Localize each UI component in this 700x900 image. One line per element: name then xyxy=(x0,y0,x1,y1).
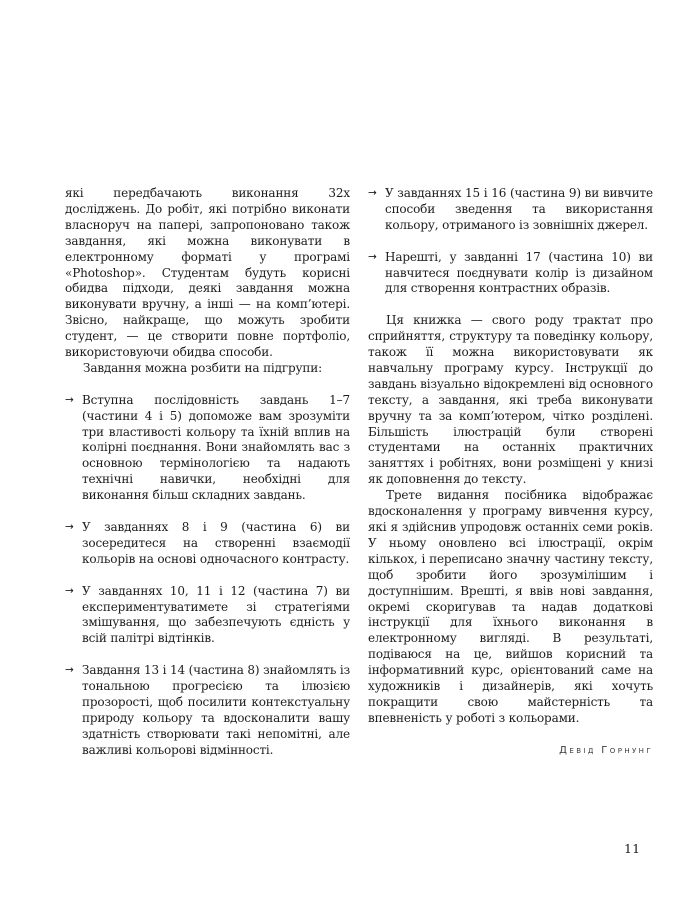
list-item xyxy=(368,250,653,298)
list-item xyxy=(65,584,350,648)
arrow-icon: → xyxy=(65,521,74,533)
author-signature: Девід Горнунг xyxy=(559,744,653,756)
arrow-icon: → xyxy=(368,187,377,199)
body-paragraph: Трете видання посібника відображає вдосконалення у програму вивчення курсу, які я здійснив упродовж останніх семи років. У ньому оновлено всі ілюстрації, окрім кількох, і переписано значну частину тексту, щоб зробити його зрозумілішим і доступнішим. Врешті, я ввів нові завдання, окремі скоригував та надав додаткові інструкції для їхнього виконання в електронному вигляді. В результаті, подіваюся на це, вийшов корисний та інформативний курс, орієнтований саме на художників і дизайнерів, які хочуть покращити свою майстерність та впевненість у роботі з кольорами. xyxy=(368,488,653,725)
list-item-text: У завданнях 15 і 16 (частина 9) ви вивчите способи зведення та використання кольору, отриманого із зовнішніх джерел. xyxy=(385,186,653,232)
left-column xyxy=(65,186,350,759)
intro-paragraph: які передбачають виконання 32х досліджень. До робіт, які потрібно виконати власноруч на папері, запропоновано також завдання, які можна виконувати в електронному форматі у програмі «Photoshop». Студентам будуть корисні обидва підходи, деякі завдання можна виконувати вручну, а інші — на комп’ютері. Звісно, найкраще, що можуть зробити студент, — це створити повне портфоліо, використовуючи обидва способи. xyxy=(65,186,350,360)
list-item-text: У завданнях 8 і 9 (частина 6) ви зосередитеся на створенні взаємодії кольорів на основі одночасного контрасту. xyxy=(82,520,350,566)
list-item xyxy=(65,393,350,504)
right-column xyxy=(368,186,653,759)
list-item-text: Завдання 13 і 14 (частина 8) знайомлять із тональною прогресією та ілюзією прозорості, щоб посилити контекстуальну природу кольору та вдосконалити вашу здатність створювати такі непомітні, але важливі кольорові відмінності. xyxy=(82,663,350,757)
arrow-icon: → xyxy=(65,393,74,406)
list-item-text: У завданнях 10, 11 і 12 (частина 7) ви експериментуватимете зі стратегіями змішування, що забезпечують єдність у всій палітрі відтінків. xyxy=(82,583,350,646)
page-number: 11 xyxy=(624,841,641,856)
list-item xyxy=(65,663,350,758)
arrow-icon: → xyxy=(65,584,74,597)
list-item-text: Нарешті, у завданні 17 (частина 10) ви навчитеся поєднувати колір із дизайном для створення контрастних образів. xyxy=(385,249,653,296)
subgroups-heading: Завдання можна розбити на підгрупи: xyxy=(83,360,323,375)
list-item xyxy=(368,186,653,234)
arrow-icon: → xyxy=(368,250,377,263)
arrow-icon: → xyxy=(65,664,74,677)
body-paragraph: Ця книжка — свого роду трактат про сприйняття, структуру та поведінку кольору, також її можна використовувати як навчальну програму курсу. Інструкції до завдань візуально відокремлені від основного тексту, а завдання, які треба виконувати вручну та за комп’ютером, чітко розділені. Більшість ілюстрацій були створені студентами на останніх практичних заняттях і робітнях, вони розміщені у книзі як доповнення до тексту. xyxy=(368,313,653,487)
list-item-text: Вступна послідовність завдань 1–7 (частини 4 і 5) допоможе вам зрозуміти три властивості кольору та їхній вплив на колірні поєднання. Вони знайомлять вас з основною термінологією та надають технічні навички, необхідні для виконання більш складних завдань. xyxy=(82,392,350,503)
list-item xyxy=(65,520,350,568)
